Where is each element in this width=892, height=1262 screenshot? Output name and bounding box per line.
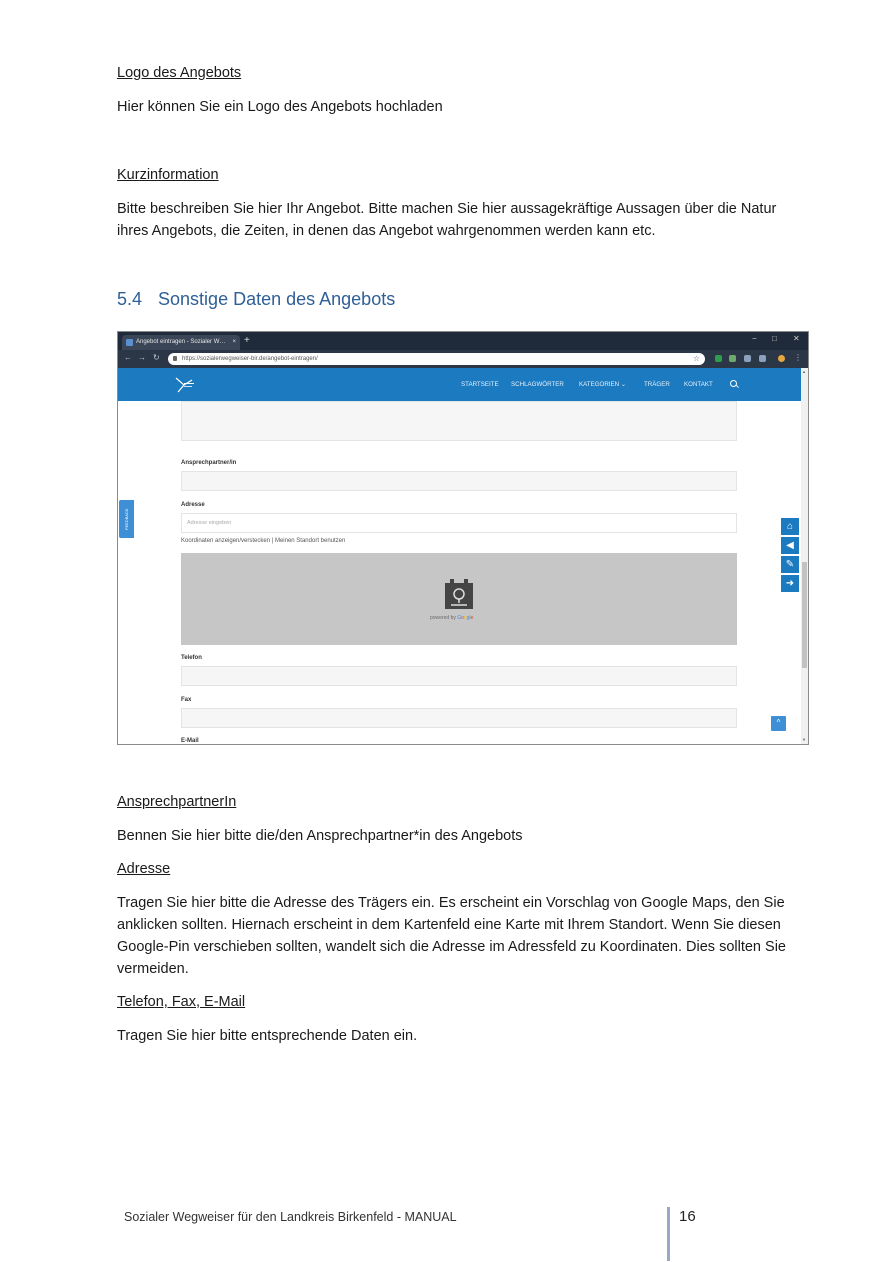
fax-input[interactable]: [181, 708, 737, 728]
ansprech-heading: AnsprechpartnerIn: [117, 794, 237, 810]
maximize-icon[interactable]: □: [772, 334, 777, 343]
address-bar: [118, 350, 808, 368]
extension-icon[interactable]: [715, 355, 722, 362]
url-input[interactable]: [168, 353, 705, 365]
section-title: Sonstige Daten des Angebots: [158, 289, 396, 309]
back-icon[interactable]: ←: [124, 353, 132, 362]
tab-title: Angebot eintragen - Sozialer W…: [136, 339, 226, 345]
google-letter: o: [463, 615, 467, 621]
extension-icon[interactable]: [729, 355, 736, 362]
google-letter: e: [470, 615, 474, 621]
browser-screenshot: [117, 331, 809, 745]
extension-icon[interactable]: [759, 355, 766, 362]
footer-divider: [667, 1207, 670, 1261]
kontakt-text: Tragen Sie hier bitte entsprechende Daten ein.: [117, 1028, 418, 1044]
telefon-input[interactable]: [181, 666, 737, 686]
section-heading: [117, 289, 395, 310]
kurzinfo-textarea[interactable]: [181, 401, 737, 441]
nav-schlagwoerter[interactable]: SCHLAGWÖRTER: [511, 381, 564, 388]
adresse-label: Adresse: [181, 502, 205, 508]
adresse-placeholder: Adresse eingeben: [187, 520, 232, 526]
forward-icon[interactable]: →: [138, 353, 146, 362]
nav-startseite[interactable]: STARTSEITE: [461, 381, 499, 388]
favicon-icon: [126, 339, 133, 346]
extension-icon[interactable]: [744, 355, 751, 362]
tab-close-icon[interactable]: ×: [232, 339, 236, 345]
section-number: 5.4: [117, 289, 143, 309]
scroll-down-icon[interactable]: ▼: [802, 737, 806, 742]
window-close-icon[interactable]: ✕: [793, 334, 800, 343]
powered-by-google: [430, 615, 473, 621]
scroll-top-button[interactable]: ^: [771, 716, 786, 731]
powered-by-text: powered by: [430, 615, 456, 621]
nav-traeger[interactable]: TRÄGER: [644, 381, 670, 388]
site-header: [118, 368, 801, 401]
reload-icon[interactable]: ↻: [153, 353, 160, 362]
new-tab-icon[interactable]: +: [244, 335, 250, 346]
ansprechpartner-input[interactable]: [181, 471, 737, 491]
koordinaten-link[interactable]: Koordinaten anzeigen/verstecken | Meinen Standort benutzen: [181, 538, 346, 544]
adresse-input[interactable]: [181, 513, 737, 533]
bookmark-star-icon[interactable]: ☆: [692, 354, 700, 363]
site-logo[interactable]: [172, 374, 196, 396]
scrollbar[interactable]: [801, 368, 808, 744]
ansprech-text: Bennen Sie hier bitte die/den Ansprechpartner*in des Angebots: [117, 828, 523, 844]
nav-kategorien[interactable]: KATEGORIEN ⌄: [579, 381, 627, 388]
page-number: 16: [679, 1208, 696, 1225]
home-icon[interactable]: ⌂: [781, 518, 799, 535]
url-text: https://sozialerwegweiser-bir.de/angebot-eintragen/: [182, 356, 318, 362]
google-letter: o: [461, 615, 464, 621]
minimize-icon[interactable]: −: [752, 334, 757, 343]
lock-icon: [173, 356, 177, 361]
browser-tabbar: [118, 332, 808, 350]
fax-label: Fax: [181, 697, 192, 703]
feedback-tab[interactable]: FEEDBACK: [119, 500, 134, 538]
scroll-up-icon[interactable]: ▲: [802, 369, 806, 374]
map-area[interactable]: [181, 553, 737, 645]
scrollbar-thumb[interactable]: [802, 562, 807, 668]
google-letter: G: [457, 615, 462, 621]
kurz-heading: Kurzinformation: [117, 167, 219, 183]
footer-title: Sozialer Wegweiser für den Landkreis Birkenfeld - MANUAL: [124, 1210, 457, 1224]
adresse-text: Tragen Sie hier bitte die Adresse des Trägers ein. Es erscheint ein Vorschlag von Google Maps, den Sie anklicken sollten. Hiernach erscheint in dem Kartenfeld eine Karte mit Ihrem Standort. Wenn Sie diesen Google-Pin verschieben sollten, wandelt sich die Adresse im Adressfeld zu Koordinaten. Dies sollten Sie vermeiden.: [117, 895, 786, 977]
wrench-icon[interactable]: ✎: [781, 556, 799, 573]
telefon-label: Telefon: [181, 655, 202, 661]
email-label: E-Mail: [181, 738, 199, 744]
google-letter: g: [466, 615, 470, 621]
browser-tab[interactable]: [122, 335, 240, 350]
profile-avatar-icon[interactable]: [778, 355, 785, 362]
google-letter: l: [469, 615, 471, 621]
logout-icon[interactable]: ➜: [781, 575, 799, 592]
logo-text: Hier können Sie ein Logo des Angebots hochladen: [117, 99, 443, 115]
ansprechpartner-label: Ansprechpartner/in: [181, 460, 237, 466]
nav-kontakt[interactable]: KONTAKT: [684, 381, 713, 388]
logo-heading: Logo des Angebots: [117, 65, 242, 81]
search-icon[interactable]: [730, 380, 737, 387]
menu-dots-icon[interactable]: ⋮: [794, 353, 802, 362]
megaphone-icon[interactable]: ◀: [781, 537, 799, 554]
kontakt-heading: Telefon, Fax, E-Mail: [117, 994, 246, 1010]
adresse-heading: Adresse: [117, 861, 171, 877]
kurz-text: Bitte beschreiben Sie hier Ihr Angebot. Bitte machen Sie hier aussagekräftige Aussagen über die Natur ihres Angebots, die Zeiten, in denen das Angebot wahrgenommen werden kann etc.: [117, 201, 777, 239]
map-pin-icon: [445, 579, 473, 609]
